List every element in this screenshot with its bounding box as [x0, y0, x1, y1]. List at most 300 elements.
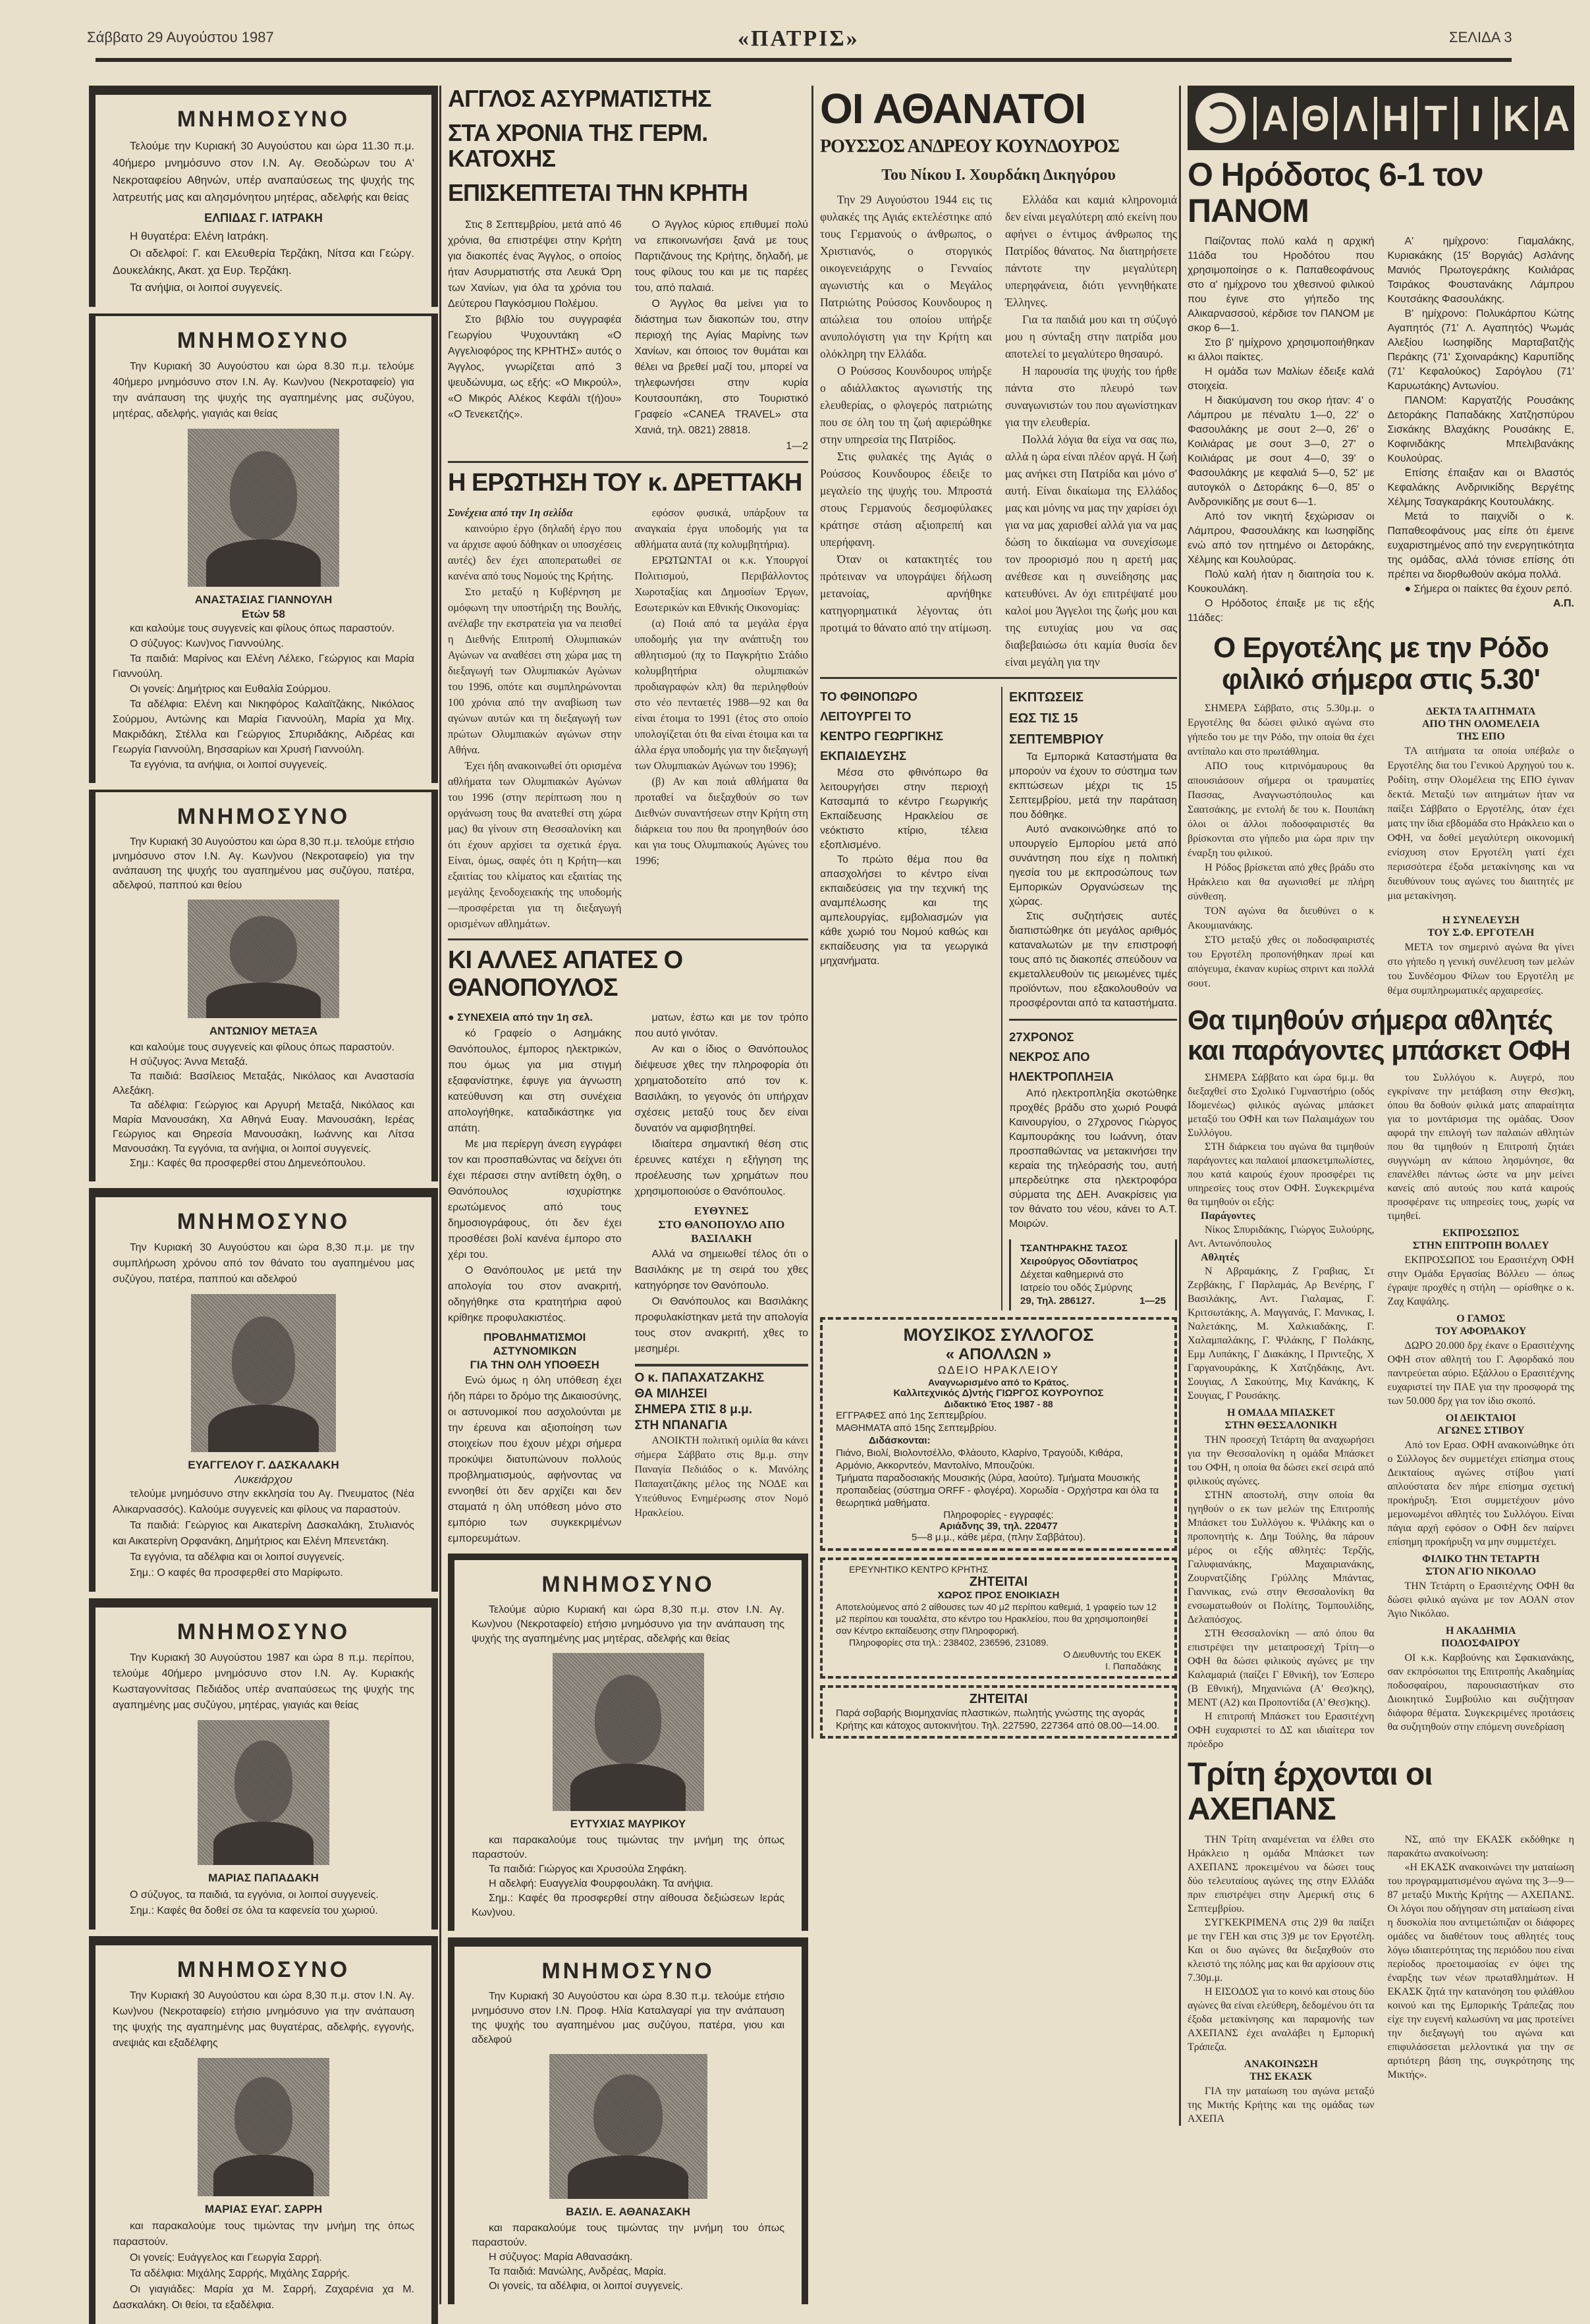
ad-subtitle: ΧΩΡΟΣ ΠΡΟΣ ΕΝΟΙΚΙΑΣΗ — [937, 1590, 1060, 1602]
article-angelos — [448, 86, 808, 454]
portrait-photo — [191, 1294, 336, 1452]
paragraph: ● Σήμερα οι παίκτες θα έχουν ρεπό. — [1404, 583, 1573, 595]
heading-line: Ο κ. ΠΑΠΑΧΑΤΖΑΚΗΣ — [634, 1370, 765, 1385]
headline: ΑΓΓΛΟΣ ΑΣΥΡΜΑΤΙΣΤΗΣ — [448, 85, 711, 112]
headline: ΚΙ ΑΛΛΕΣ ΑΠΑΤΕΣ Ο ΘΑΝΟΠΟΥΛΟΣ — [448, 946, 683, 1002]
paragraph: Οι Θανόπουλος και Βασιλάκης προφυλακίστηκαν μετά την απολογία τους στον ανακριτή, χθες το μεσημέρι. — [634, 1295, 808, 1355]
portrait-photo — [198, 2058, 329, 2196]
deceased-name: ΒΑΣΙΛ. Ε. ΑΘΑΝΑΣΑΚΗ — [566, 2205, 690, 2218]
article-ergotelis — [1188, 632, 1574, 998]
article-column — [1188, 1433, 1375, 1751]
paragraph: Τα αδέλφια: Ελένη και Νικηφόρος Καλαϊτζάκης, Νικόλαος Σούρμου, Αντώνης και Μαρία Γιαννούλη, Μαρία χα Μιχ. Μακριδάκη, Στέλλα και Γεώργιος Σπυριδάκης, Αιδρέας και Γεωργία Γιαννούλη, Βησσαρίων και Χρυσή Γιαννούλη. — [113, 699, 414, 755]
article-text — [820, 766, 988, 969]
paragraph: Η θυγατέρα: Ελένη Ιατράκη. — [130, 230, 269, 242]
continuation-note: Συνέχεια από την 1η σελίδα — [448, 506, 573, 520]
ad-name: ΤΣΑΝΤΗΡΑΚΗΣ ΤΑΣΟΣ — [1020, 1243, 1128, 1255]
article-column — [1388, 1833, 1575, 2126]
paragraph: του Συλλόγου κ. Αυγερό, που εγκρίνανε την μετάβαση στην Θεσ)κη, όπου θα δοθούν φιλικά ματς απαραίτητα για το μοντάρισμα της ομάδας. Όσον αφορά την επιλογή των παλαιών αθλητών που θα τιμηθούν η Επιτροπή ζητάει συγγνώμη αν κάποιο λησμόνησε, θα επανέλθει πάντως ώστε να μην μείνει κανείς από αυτούς που κατά καιρούς προσφέρανε τις υπηρεσίες τους, χωρίς να τιμηθεί. — [1387, 1072, 1574, 1222]
paragraph: και καλούμε τους συγγενείς και φίλους όπως παραστούν. — [130, 623, 395, 634]
heading-line: ΕΚΠΡΟΣΩΠΟΣ — [1442, 1228, 1520, 1239]
paragraph: ΔΩΡΟ 20.000 δρχ έκανε ο Ερασιτέχνης ΟΦΗ στον αθλητή του Γ. Αφορδακό που παντρεύεται αύριο. Εξάλλου ο Ερασιτέχνης ευχαριστεί την ΠΑΕ για την προσφορά της των 50.000 δρχ για τον ίδιο σκοπό. — [1387, 1340, 1574, 1407]
heading-line: ΕΚΠΑΙΔΕΥΣΗΣ — [820, 749, 907, 763]
subheading — [448, 1330, 622, 1372]
memorial-notice — [448, 1937, 808, 2304]
subheading — [1188, 2058, 1375, 2083]
paragraph: και παρακαλούμε τους τιμώντας την μνήμη της όπως παραστούν. — [113, 2221, 414, 2248]
heading-line: ΝΕΚΡΟΣ ΑΠΟ — [1009, 1050, 1090, 1064]
column-sports — [1179, 86, 1574, 2126]
paragraph: Όταν οι κατακτητές του πρότειναν να υπογράψει δήλωση μετανοίας, αρνήθηκε κατηγορηματικά λέγοντας ότι προτιμά το θάνατο από την ατίμωση. — [820, 553, 992, 635]
heading-line: ΤΟΥ Σ.Φ. ΕΡΓΟΤΕΛΗ — [1427, 927, 1535, 938]
memorial-text: Την Κυριακή 30 Αυγούστου 1987 και ώρα 8 π.μ. περίπου, τελούμε 40ήμερο μνημόσυνο στον Ι.Ν. Αγ. Κυριακής Κωσταγοννίτσας Πεδιάδος υπέρ αναπαύσεως της ψυχής της αγαπημένης μας συζύγου, μητέρας, γιαγιάς και θείας — [113, 1652, 414, 1711]
banner-letter: Ι — [1454, 97, 1494, 140]
paragraph: ΤΗΝ Τρίτη αναμένεται να έλθει στο Ηράκλειο η ομάδα Μπάσκετ των ΑΧΕΠΑΝΣ προκειμένου να δώσει τους δύο τελευταίους αγώνες της στην Ελλάδα πριν επιστρέψει στην Αμερική στις 6 Σεπτεμβρίου. — [1188, 1833, 1375, 1914]
headline: Τρίτη έρχονται οι ΑΧΕΠΑΝΣ — [1188, 1757, 1433, 1827]
ad-title: « ΑΠΟΛΛΩΝ » — [945, 1345, 1052, 1364]
heading-line: ΣΕΠΤΕΜΒΡΙΟΥ — [1009, 732, 1104, 747]
paragraph: Οι γιαγιάδες: Μαρία χα Μ. Σαρρή, Ζαχαρένια χα Μ. Δασκαλάκη. Οι θείοι, τα εξαδέλφια. — [113, 2284, 414, 2311]
paragraph: Πολύ καλή ήταν η διαιτησία του κ. Κουκουλάκη. — [1188, 569, 1375, 595]
continuation-note: ● ΣΥΝΕΧΕΙΑ από την 1η σελ. — [448, 1012, 593, 1023]
heading-line: 27ΧΡΟΝΟΣ — [1009, 1030, 1074, 1044]
headline: Ο Εργοτέλης με την Ρόδο — [1213, 632, 1549, 664]
article-column — [448, 521, 622, 932]
paragraph: Ο Ηρόδοτος έπαιξε με τις εξής 11άδες: — [1188, 598, 1375, 624]
paragraph: Οι γονείς: Ευάγγελος και Γεωργία Σαρρή. — [130, 2252, 322, 2263]
ad-text: Διδάσκονται: — [869, 1435, 931, 1447]
column-memorials — [89, 86, 438, 2324]
paragraph: Ο Άγγλος κύριος επιθυμεί πολύ να επικοινωνήσει ξανά με τους Παρτιζάνους της Κρήτης, δηλαδή, με τους φίλους του και με τις παρέες του, από παλαιά. — [634, 219, 808, 294]
paragraph: Έχει ήδη ανακοινωθεί ότι ορισμένα αθλήματα των Ολυμπιακών Αγώνων του 1996 (στην περίπτωση που η οργάνωση τους θα ανατεθεί στη χώρα μας) θα γίνουν στη Θεσσαλονίκη και ότι έχουν αρχίσει τα σχετικά έργα. Είναι, όμως, σαφές ότι η Κρήτη—και εξαιτίας του κλίματος και εξαιτίας της μεγάλης ξενοδοχειακής της υποδομής—προσφέρεται για τη διεξαγωγή ορισμένων αθλημάτων. — [448, 759, 622, 931]
headline — [1009, 1027, 1177, 1087]
paragraph: ΑΠΟ τους κιτρινόμαυρους θα απουσιάσουν σήμερα οι τραυματίες Πασσας, Αναγνωστόπουλος και Σαατσάκης, με εντολή δε του κ. Πουπάκη όλοι οι άλλοι ποδοσφαιριστές θα βρίσκονται στο γήπεδο μια ώρα πριν την έναρξη του φιλικού. — [1188, 760, 1375, 859]
deceased-name: ΑΝΤΩΝΙΟΥ ΜΕΤΑΞΑ — [209, 1025, 318, 1037]
paragraph: τελούμε μνημόσυνο στην εκκλησία του Αγ. Πνευματος (Νέα Αλικαρνασσός). Καλούμε συγγενείς και φίλους να παραστούν. — [113, 1488, 414, 1515]
paragraph: Πολλά λόγια θα είχα να σας πω, αλλά η ώρα είναι πλέον αργά. Η ζωή μας ανήκει στη Πατρίδα και μόνο σ' αυτή. Είναι δικαίωμα της Ελλάδος μας και μόνης να μας την χαρίσει όχι για να μας χαρισθεί αλλά για να μας δώση το δικαίωμα να συνεχίσωμε τον προορισμό που η αρετή μας ανέθεσε και η συνείδησης μας κατευθύνει. Αν όχι επιτρέψατέ μου καλοί μου Άγγελοι της ζωής μου και της ευτυχίας μου να σας διαβεβαιώσω ότι καμία θυσία δεν είναι μεγάλη για την — [1005, 433, 1177, 669]
ad-title: ΖΗΤΕΙΤΑΙ — [969, 1692, 1028, 1707]
heading-line: ΗΛΕΚΤΡΟΠΛΗΞΙΑ — [1009, 1069, 1114, 1084]
paragraph: (β) Αν και ποιά αθλήματα θα προταθεί να διεξαχθούν σο των Διεθνών συναντήσεων στην Κρήτη στη διάρκεια του που θα προηγηθούν όσο και για τους Ολυμπιακούς Αγώνες του 1996; — [634, 775, 808, 867]
article-column — [1388, 234, 1575, 597]
memorial-notice — [89, 1936, 438, 2324]
paragraph: ΣΤΟ μεταξύ χθες οι ποδοσφαιριστές του Εργοτέλη προπονήθηκαν πρωί και απόγευμα, έκαναν κυρίως σπριντ και πολλά σουτ. — [1188, 934, 1375, 989]
subheading: Αθλητές — [1201, 1252, 1239, 1264]
paragraph: Η Ρόδος βρίσκεται από χθες βράδυ στο Ηράκλειο και θα αγωνισθεί με πλήρη σύνθεση. — [1188, 861, 1375, 902]
subheading — [1388, 1227, 1575, 1252]
memorial-family — [113, 1486, 414, 1581]
memorial-notice — [448, 1554, 808, 1931]
memorial-text: Τελούμε αύριο Κυριακή και ώρα 8,30 π.μ. στον Ι.Ν. Αγ. Κων)νου (Νεκροταφείο) ετήσιο μνημόσυνο για την ανάπαυση της ψυχής της αγαπημένης μας μητέρας, αδελφής και θείας — [472, 1604, 784, 1644]
paragraph: Ενώ όμως η όλη υπόθεση έχει ήδη πάρει το δρόμο της Δικαιοσύνης, οι αστυνομικοί που ασχολούνται με την έρευνα και αξιοποίηση των στοιχείων που έχουν μέχρι σήμερα προκύψει διατυπώνουν πολλούς προβληματισμούς, αφήνοντας να εννοηθεί ότι δεν αρχίζει και δεν σταματά η όλη υπόθεση μόνο στο εμπόριο των συγκεκριμένων εμπορευμάτων. — [448, 1374, 622, 1544]
article-text: ΜΕΤΑ τον σημερινό αγώνα θα γίνει στο γήπεδο η γενική συνέλευση των μελών του Συνδέσμου Φίλων του Εργοτέλη με θέμα συμπληρωματικές αρχαιρεσίες. — [1387, 941, 1574, 996]
paragraph: Στο βιβλίο του συγγραφέα Γεωργίου Ψυχουντάκη «Ο Αγγελιοφόρος της ΚΡΗΤΗΣ» αυτός ο Άγγλος, γνωρίζεται από 3 ψευδώνυμα, ως εξής: «Ο Μικρούλ», «Ο Μικρός Αλέκος Κεφάλι τ(ή)ου» «Ο Τενεκετζής». — [448, 314, 622, 421]
paragraph: Σημ.: Καφές θα προσφερθεί στην αίθουσα δεξιώσεων Ιεράς Κων)νου. — [472, 1892, 784, 1918]
paragraph: Σημ.: Καφές θα προσφερθεί στου Δημενεόπουλου. — [130, 1158, 366, 1169]
memorial-notice — [89, 86, 438, 307]
paragraph: Στις 8 Σεπτεμβρίου, μετά από 46 χρόνια, θα επιστρέψει στην Κρήτη για διακοπές ένας Άγγλος, ο οποίος ήταν Ασυρματιστής στα Λευκά Όρη των Χανίων, για όλα τα χρόνια του Δεύτερου Παγκόσμιου Πολέμου. — [448, 219, 622, 310]
paragraph: Σημ.: Καφές θα δοθεί σε όλα τα καφενεία του χωριού. — [130, 1905, 378, 1916]
paragraph: Με μια περίεργη άνεση εγγράφει τον και προσπαθώντας να δείχνει ότι έχει πέρασει στην αντίθετη όχθη, ο Θανόπουλος ισχυρίστηκε ερωτώμενος από τους δημοσιογράφους, ότι δεν έχει προσθέσει βολί κανένα έμπορο στο χέρι του. — [448, 1138, 622, 1260]
author-initials: Α.Π. — [1553, 598, 1574, 609]
paragraph: (α) Ποιά από τα μεγάλα έργα υποδομής για την ανάπτυξη του αθλητισμού (πχ το Παγκρήτιο Στάδιο κολυμβητήρια ολυμπιακών προδιαγραφών κλπ) θα περιληφθούν στο νέο πενταετές 1988—92 και θα είναι έτοιμα το 1991 (έτος στο οποίο υπολογίζεται ότι θα είναι έτοιμα και τα άλλα έργα υποδομής για την διεξαγωγή των Ολυμπιακών Αγώνων του 1996); — [634, 617, 808, 772]
article-text: ΓΙΑ την ματαίωση του αγώνα μεταξύ της Μικτής Κρήτης και της ομάδας των ΑΧΕΠΑ — [1188, 2085, 1375, 2124]
paragraph: Η σύζυγος: Μαρία Αθανασάκη. — [489, 2251, 633, 2263]
paragraph: Ο σύζυγος: Κων)νος Γιαννούλης. — [130, 638, 284, 649]
subheading — [1388, 1625, 1575, 1650]
ad-text: Δέχεται καθημερινά στο — [1020, 1269, 1124, 1281]
ad-text: Καλλιτεχνικός Δ)ντής ΓΙΩΡΓΟΣ ΚΟΥΡΟΥΠΟΣ — [893, 1388, 1104, 1399]
paragraph: Στο β' ημίχρονο χρησιμοποιήθηκαν κι άλλοι παίκτες. — [1188, 337, 1375, 363]
paragraph: Τα αδέλφια: Μιχάλης Σαρρής, Μιχάλης Σαρρής. — [130, 2268, 350, 2279]
paragraph: Τα εγγόνια, τα αδέλφια και οι λοιποί συγγενείς. — [130, 1552, 345, 1563]
paragraph: καινούριο έργο (δηλαδή έργο που να άρχισε αφού δόθηκαν οι υποσχέσεις αυτές) δεν έχει αποπερατωθεί σε κανένα από τους Νομούς της Κρήτης. — [448, 522, 622, 583]
banner-letter: Θ — [1294, 97, 1334, 140]
paragraph: Η παρουσία της ψυχής του ήρθε πάντα στο πλευρό των συναγωνιστών του που αγωνίστηκαν για την ελευθερία. — [1005, 364, 1177, 429]
memorial-text: Την Κυριακή 30 Αυγούστου και ώρα 8,30 π.μ. με την συμπλήρωση χρόνου από τον θάνατο του αγαπημένου μας συζύγου, πατέρα, παππού και αδελφού — [113, 1242, 414, 1285]
heading-line: ΠΟΔΟΣΦΑΙΡΟΥ — [1441, 1638, 1521, 1650]
paragraph: Τα Εμπορικά Καταστήματα θα μπορούν να έχουν το σύστημα των εκπτώσεων μέχρι τις 15 Σεπτεμβρίου, μετά την παράταση που δόθηκε. — [1009, 751, 1177, 821]
memorial-title: ΜΝΗΜΟΣΥΝΟ — [177, 328, 350, 353]
paragraph: Επίσης έπαιξαν και οι Βλαστός Κεφαλάκης Ανδρινικίδης Βεργέτης Χέλμης Τσαγκαράκης Κουτουλάκης. — [1387, 468, 1574, 508]
heading-line: ΠΡΟΒΛΗΜΑΤΙΣΜΟΙ — [483, 1330, 586, 1343]
issue-date: Σάββατο 29 Αυγούστου 1987 — [87, 29, 274, 45]
article-drettakis — [448, 461, 808, 932]
ad-text: Αναγνωρισμένο από το Κράτος. — [928, 1377, 1069, 1388]
deceased-name: ΜΑΡΙΑΣ ΠΑΠΑΔΑΚΗ — [208, 1872, 319, 1884]
ad-signature: Ι. Παπαδάκης — [1105, 1661, 1161, 1672]
deceased-name: ΑΝΑΣΤΑΣΙΑΣ ΓΙΑΝΝΟΥΛΗ — [194, 593, 333, 606]
paragraph: Αλλά να σημειωθεί τέλος ότι ο Βασιλάκης με τη σειρά του χθες κατηγόρησε τον Θανόπουλο. — [634, 1248, 808, 1291]
paragraph: ΕΡΩΤΩΝΤΑΙ οι κ.κ. Υπουργοί Πολιτισμού, Περιβάλλοντος Χωροταξίας και Δημοσίων Έργων, Εσωτερικών και Εθνικής Οικονομίας: — [634, 554, 808, 614]
heading-line: ΓΙΑ ΤΗΝ ΟΛΗ ΥΠΟΘΕΣΗ — [470, 1358, 599, 1371]
short-news-row — [820, 677, 1177, 1311]
article-text — [1009, 750, 1177, 1011]
heading-line: ΕΚΠΤΩΣΕΙΣ — [1009, 690, 1084, 705]
ad-hours: 5—8 μ.μ., κάθε μέρα, (πλην Σαββάτου). — [911, 1532, 1085, 1544]
heading-line: ΣΗΜΕΡΑ ΣΤΙΣ 8 μ.μ. — [634, 1402, 753, 1417]
memorial-notice — [89, 790, 438, 1181]
article-athanatoi — [820, 86, 1177, 670]
article-text: Νίκος Σπυριδάκης, Γιώργος Ξυλούρης, Αντ. Αντωνόπουλος — [1188, 1224, 1375, 1250]
paragraph: Στο μεταξύ η Κυβέρνηση με ομόφωνη την υποστήριξη της Βουλής, ανέλαβε την εκστρατεία για να πεισθεί η Διεθνής Επιτροπή Ολυμπιακών Αγώνων να αναθέσει στη χώρα μας τη διεξαγωγή των Ολυμπιακών Αγώνων του 1996, οπότε και συμπληρώνονται 100 χρόνια από την αναβίωση των αγώνων αυτών και τη διεξαγωγή των πρώτων Ολυμπιακών αγώνων στην Αθήνα. — [448, 585, 622, 757]
paragraph: ΤΟΝ αγώνα θα διευθύνει ο κ Ακουμιανάκης. — [1188, 905, 1375, 931]
article-column — [1005, 191, 1177, 670]
paragraph: ΣΗΜΕΡΑ Σάββατο και ώρα 6μ.μ. θα διεξαχθεί στο Σχολικό Γυμναστήριο (οδός Ιδομενέως) φιλικός αγώνας μπάσκετ μεταξύ του ΟΦΗ και των Παλαιμάχων του Συλλόγου. — [1188, 1072, 1375, 1139]
deceased-name: ΜΑΡΙΑΣ ΕΥΑΓ. ΣΑΡΡΗ — [204, 2203, 323, 2215]
paragraph: Για τα παιδιά μου και τη σύζυγό μου η σύνταξη στην πατρίδα μου αποτελεί το μεγαλύτερο θησαυρό. — [1005, 313, 1177, 361]
headline — [820, 687, 988, 766]
headline: Η ΕΡΩΤΗΣΗ ΤΟΥ κ. ΔΡΕΤΤΑΚΗ — [448, 469, 802, 497]
headline — [1009, 687, 1177, 750]
banner-letter: Λ — [1334, 97, 1374, 140]
newspaper-masthead: «ΠΑΤΡΙΣ» — [738, 26, 860, 51]
ad-text: Πιάνο, Βιολί, Βιολοντσέλλο, Φλάουτο, Κλαρίνο, Τραγούδι, Κιθάρα, Αρμόνιο, Ακκορντεόν, Μαντολίνο, Μπουζούκι. — [836, 1447, 1123, 1472]
article-herodotos — [1188, 157, 1574, 626]
memorial-text: Την Κυριακή 30 Αυγούστου και ώρα 8,30 π.μ. τελούμε ετήσιο μνημόσυνο στον Ι.Ν. Αγ. Κων)νου (Νεκροταφείο) για την ανάπαυση της ψυχής του αγαπημένου μας συζύγου, πατέρα, αδελφού, παππού και θείου — [113, 836, 414, 891]
ad-code: 1—2 — [786, 441, 808, 452]
paragraph: Την 29 Αυγούστου 1944 εις τις φυλακές της Αγιάς εκτελέστηκε από τους Γερμανούς ο άνθρωπος, ο Χριστιανός, ο στοργικός οικογενειάρχης ο Γενναίος αγωνιστής και ο Μεγάλος Πατριώτης Ρούσσος Κουνδουρος η απώλεια του οποίου υπήρξε ανυπολόγιστη για την Κρήτη και ολόκληρη την Ελλάδα. — [820, 193, 992, 361]
headline: και παράγοντες μπάσκετ ΟΦΗ — [1188, 1034, 1570, 1066]
portrait-photo — [198, 1720, 329, 1865]
article-axepans — [1188, 1758, 1574, 2126]
apollon-ad — [820, 1317, 1177, 1551]
paragraph: ΣΥΓΚΕΚΡΙΜΕΝΑ στις 2)9 θα παίξει με την ΓΕΗ και στις 3)9 με τον Εργοτέλη. Και οι δυο αγώνες θα διεξαχθούν στο κλειστό της πόλης μας και θα αρχίσουν στις 7.30μ.μ. — [1188, 1916, 1375, 1984]
paragraph: Τα ανήψια, οι λοιποί συγγενείς. — [130, 281, 283, 294]
paragraph: Μέσα στο φθινόπωρο θα λειτουργήσει στην περιοχή Κατσαμπά το κέντρο Γεωργικής Εκπαίδευσης Ηρακλείου σε νεόκτιστο κτίριο, τέλεια εξοπλισμένο. — [820, 767, 988, 851]
ad-role: Χειρούργος Οδοντίατρος — [1020, 1256, 1138, 1268]
heading-line: ΣΤΟΝ ΑΓΙΟ ΝΙΚΟΛΑΟ — [1425, 1566, 1537, 1578]
banner-letter: Α — [1535, 97, 1574, 140]
memorial-text: Την Κυριακή 30 Αυγούστου και ώρα 8,30 π.μ. στον Ι.Ν. Αγ. Κων)νου (Νεκροταφείο) ετήσιο μνημόσυνο για την ανάπαυση της ψυχής της αγαπημένης μας θυγατέρας, αδελφής, εγγονής, ανεψιάς και εξαδέλφης — [113, 1990, 414, 2049]
paragraph: ΤΗΝ προσεχή Τετάρτη θα αναχωρήσει για την Θεσσαλονίκη η ομάδα Μπάσκετ του ΟΦΗ, η οποία θα δώσει εκεί σειρά από φιλικούς αγώνες. — [1188, 1434, 1375, 1488]
article-column — [1188, 234, 1375, 626]
headline: ΕΠΙΣΚΕΠΤΕΤΑΙ ΤΗΝ ΚΡΗΤΗ — [448, 178, 748, 206]
ad-text: Ιατρείο του οδός Σμύρνης — [1020, 1282, 1133, 1294]
ad-org: ΕΡΕΥΝΗΤΙΚΟ ΚΕΝΤΡΟ ΚΡΗΤΗΣ — [849, 1564, 989, 1575]
paragraph: και καλούμε τους συγγενείς και φίλους όπως παραστούν. — [130, 1042, 395, 1053]
memorial-text: Την Κυριακή 30 Αυγούστου και ώρα 8.30 π.μ. τελούμε 40ήμερο μνημόσυνο στον Ι.Ν. Αγ. Κων)νου (Νεκροταφείο) για την ανάπαυση της ψυχής της αγαπημένης μας συζύγου, μητέρας, αδελφής, γιαγιάς και θείας — [113, 361, 414, 419]
heading-line: ΕΩΣ ΤΙΣ 15 — [1009, 711, 1078, 726]
column-news — [439, 86, 808, 2304]
subheading — [1388, 1553, 1575, 1578]
headline: Θα τιμηθούν σήμερα αθλητές — [1188, 1004, 1553, 1035]
paragraph: Τα παιδιά: Μανώλης, Ανδρέας, Μαρία. — [489, 2265, 667, 2277]
job-ad — [820, 1685, 1177, 1739]
article-nekros — [1009, 1019, 1177, 1231]
subheadline: ΡΟΥΣΣΟΣ ΑΝΔΡΕΟΥ ΚΟΥΝΔΟΥΡΟΣ — [820, 136, 1120, 157]
paragraph: Ο Άγγλος θα μείνει για το διάστημα των διακοπών του, στην περιοχή της Αγίας Μαρίνης των Χανίων, και όποιος τον θυμάται και θέλει να βρεθεί μαζί του, μπορεί να τηλεφωνήσει στην κυρία Κουτσουπάκη, στο Τουριστικό Γραφείο «CANEA TRAVEL» στα Χανιά, τηλ. 0821) 28818. — [634, 298, 808, 437]
ad-address: Αριάδνης 39, τηλ. 220477 — [939, 1521, 1058, 1532]
article-text: Από ηλεκτροπληξία σκοτώθηκε προχθές βράδυ στο χωριό Ρουφά Καινουργίου, ο 27χρονος Γιώργος Καμπουράκης του Ιωάννη, όταν προσπαθώντας να μετακινήσει την κεραία της τηλεόρασής του, αυτή μπερδεύτηκε στα ηλεκτροφόρα σύρματα της ΔΕΗ. Ανακρίσεις για τον θάνατο του νέου, κάνει το Α.Τ. Μοιρών. — [1009, 1088, 1177, 1230]
headline — [635, 1370, 809, 1434]
heading-line: ΑΓΩΝΕΣ ΣΤΙΒΟΥ — [1437, 1425, 1525, 1437]
paragraph: ΣΤΗ διάρκεια του αγώνα θα τιμηθούν παράγοντες και παλαιοί μπασκετμπωλίστες, που κατά καιρούς έχουν προσφέρει τις υπηρεσίες τους στον ΟΦΗ. Συγκεκριμένα θα τιμηθούν οι εξής: — [1188, 1141, 1375, 1208]
article-column — [448, 1373, 622, 1547]
memorial-title: ΜΝΗΜΟΣΥΝΟ — [177, 804, 350, 829]
page-number: ΣΕΛΙΔΑ 3 — [1449, 29, 1512, 45]
ad-text: Διδακτικό Έτος 1987 - 88 — [944, 1399, 1053, 1410]
heading-line: Η ΟΜΑΔΑ ΜΠΑΣΚΕΤ — [1226, 1407, 1335, 1419]
paragraph: Ο Θανόπουλος με μετά την απολογία του στον ανακριτή, οδηγήθηκε στα κρατητήρια αφού κρίθηκε προφυλακιστέος. — [448, 1264, 622, 1324]
article-column — [448, 217, 622, 454]
portrait-photo — [553, 1653, 704, 1811]
article-column — [635, 217, 809, 439]
paragraph: Τα παιδιά: Γεώργιος και Αικατερίνη Δασκαλάκη, Στυλιανός και Αικατερίνη Ορφανάκη, Δημήτριος και Ελένη Μπενετάκη. — [113, 1520, 414, 1547]
column-features — [811, 86, 1177, 1739]
article-papachatzakis — [635, 1364, 809, 1521]
article-ekptoseis — [1009, 687, 1177, 1011]
paragraph: Τα παιδιά: Βασίλειος Μεταξάς, Νικόλαος και Αναστασία Αλεξάκη. — [113, 1071, 414, 1096]
header-rule — [96, 58, 1512, 62]
paragraph: Αυτό ανακοινώθηκε από το υπουργείο Εμπορίου μετά από συνάντηση που είχε η πολιτική ηγεσία του με εκπροσώπους των Εμπορικών Οργανώσεων της χώρας. — [1009, 824, 1177, 908]
memorial-title: ΜΝΗΜΟΣΥΝΟ — [541, 1571, 715, 1597]
paragraph: Ελλάδα και καμιά κληρονομιά δεν είναι μεγαλύτερη από εκείνη που αφήνει ο έντιμος άνθρωπος της Πατρίδος θάνατος. Να διατηρήσετε πάντοτε την μεγαλύτερη υπερηφάνεια, διότι γεννηθήκατε Έλληνες. — [1005, 193, 1177, 310]
deceased-age: Ετών 58 — [242, 608, 285, 620]
article-column — [1388, 1071, 1575, 1223]
paragraph: κό Γραφείο ο Ασημάκης Θανόπουλος, έμπορος ηλεκτρικών, που όμως για μια στιγμή εξαφανίστηκε, έφυγε για άγνωστη κατεύθυνση και στη συνέχεια απολογήθηκε, καταδικάστηκε για απάτη. — [448, 1027, 622, 1134]
sports-section-banner — [1188, 86, 1574, 150]
paragraph: Μετά το παιχνίδι ο κ. Παπαθεοφάνους μας είπε ότι έμεινε ευχαριστημένος από την ενεργητικότητα της ομάδας, αλλά τόνισε επίσης ότι πρέπει να διορθωθούν ακόμα πολλά. — [1387, 511, 1574, 580]
heading-line: ΚΕΝΤΡΟ ΓΕΩΡΓΙΚΗΣ — [820, 729, 943, 743]
heading-line: ΦΙΛΙΚΟ ΤΗΝ ΤΕΤΑΡΤΗ — [1422, 1554, 1540, 1565]
paragraph: Α' ημίχρονο: Γιαμαλάκης, Κυριακάκης (15' Βοργιάς) Ασλάνης Μανιός Πρωτογεράκης Κοιλιάρας Τσιράκος Φουστανάκης Λάμπρου Κουτσάκης Φασουλάκης. — [1387, 236, 1574, 305]
article-fthinoporo — [820, 687, 988, 1311]
heading-line: ΔΕΚΤΑ ΤΑ ΑΙΤΗΜΑΤΑ — [1426, 705, 1536, 717]
memorial-family — [113, 1040, 414, 1171]
heading-line: ΤΗΣ ΕΚΑΣΚ — [1249, 2070, 1313, 2082]
paragraph: Το πρώτο θέμα που θα απασχολήσει το κέντρο είναι εκπαιδεύσεις για την τεχνική της αναμπέλωσης και της αμπελουργίας, εμβολιασμών για κάθε χωριό του Νομού καθώς και εκπαίδευσης για τα γεωργικά μηχανήματα. — [820, 854, 988, 967]
paragraph: και παρακαλούμε τους τιμώντας την μνήμη του όπως παραστούν. — [472, 2222, 784, 2248]
portrait-photo — [188, 429, 339, 587]
memorial-notice — [89, 313, 438, 783]
headline: ΣΤΑ ΧΡΟΝΙΑ ΤΗΣ ΓΕΡΜ. ΚΑΤΟΧΗΣ — [448, 119, 708, 173]
banner-letter: Κ — [1494, 97, 1535, 140]
paragraph: ΣΗΜΕΡΑ Σάββατο, στις 5.30μ.μ. ο Εργοτέλης θα δώσει φιλικό αγώνα στο γήπεδο του με την Ρόδο, την οποία θα έχει αντίπαλο και στο πρωτάθλημα. — [1188, 702, 1375, 757]
subheading — [1388, 1312, 1575, 1338]
paragraph: Ιδιαίτερα σημαντική θέση στις έρευνες κατέχει η εξήγηση της προέλευσης των χρημάτων που χρησιμοποιούσε ο Θανόπουλος. — [634, 1138, 808, 1197]
headline: ΟΙ ΑΘΑΝΑΤΟΙ — [820, 85, 1086, 132]
subheading — [635, 1204, 809, 1245]
banner-letter: Τ — [1414, 97, 1454, 140]
banner-letter: Α — [1253, 97, 1294, 140]
ad-phones: Πληροφορίες στα τηλ.: 238402, 236596, 231089. — [849, 1637, 1049, 1648]
memorial-title: ΜΝΗΜΟΣΥΝΟ — [177, 1619, 350, 1644]
paragraph: ΣΤΗΝ αποστολή, στην οποία θα ηγηθούν ο εκ των μελών της Επιτροπής Μπάσκετ του Συλλόγου κ. Ψιλάκης και ο προπονητής κ. Δημ Τούλης, θα πάρουν μέρος οι εξής αθλητές: Τερζής, Γαλυφιανάκης, Μαχαιριανάκης, Ζουρνατζίδης Γρύλλης Μπάντας, Γιαννικας, ενώ στην Θεσσαλονίκη θα ενσωματωθούν οι Πολίτης, Τομπουλίδης, Δελαπόσχος. — [1188, 1490, 1375, 1626]
memorial-title: ΜΝΗΜΟΣΥΝΟ — [541, 1958, 715, 1984]
paragraph: «Η ΕΚΑΣΚ ανακοινώνει την ματαίωση του προγραμματισμένου αγώνα της 3—9—87 μεταξύ Μικτής Κρήτης — ΑΧΕΠΑΝΣ. Οι λόγοι που οδήγησαν στη ματαίωση είναι η δυσκολία που αντιμετώπιζαν οι διάφορες ομάδες να διαθέτουν τους αθλητές τους λόγω ιδιαιτερότητας της περιόδου που είναι περίοδος προετοιμασίας εν όψει της έναρξης των νέων πρωταθλημάτων. Η ΕΚΑΣΚ ζητά την κατανόηση του φιλάθλου κοινού και της Εμπορικής Τράπεζας που είχε την ευγενή καλωσύνη να μας προτείνει την διεξαγωγή του αγώνα και επιφυλάσσεται μελλοντικά για την σε αρτιότερη βάση της, συγκρότησης της Μικτής». — [1387, 1861, 1574, 2080]
deceased-name: ΕΥΤΥΧΙΑΣ ΜΑΥΡΙΚΟΥ — [570, 1817, 686, 1830]
heading-line: ΟΙ ΔΕΙΚΤΑΙΟΙ — [1445, 1413, 1516, 1424]
deceased-name: ΕΛΠΙΔΑΣ Γ. ΙΑΤΡΑΚΗ — [204, 211, 323, 225]
paragraph: Β' ημίχρονο: Πολυκάρπου Κώτης Αγαπητός (71' Λ. Αγαπητός) Ψωμάς Αλεξίου Ιωσηφίδης Μαρταβατζής Περάκης (71' Σχοιναράκης) Καρυπίδης (71' Κεφαλούκος) Σαρόγλου (71' Καρυωτάκης) Αντωνίου. — [1387, 308, 1574, 392]
ad-text: Πληροφορίες - εγγραφές: — [943, 1509, 1054, 1521]
ad-signature: Ο Διευθυντής του ΕΚΕΚ — [1063, 1649, 1161, 1660]
heading-line: ΣΤΗ ΝΠΑΝΑΓΙΑ — [634, 1418, 728, 1432]
memorial-family — [113, 2219, 414, 2313]
paragraph: Οι γονείς: Δημήτριος και Ευθαλία Σούρμου. — [130, 684, 331, 695]
memorial-notice — [89, 1598, 438, 1930]
article-text: Ν Αβραμάκης, Ζ Γραβιας, Στ Ζερβάκης, Γ Παρλαμάς, Αρ Βενέρης, Γ Βασιλάκης, Αντ. Γιαλαμας, Γ. Κριτσωτάκης, Α. Μαγγανάς, Γ. Μανικας, Ι. Ναλετάκης, Μ. Χαλκιαδάκης, Γ. Χαλαμπαλάκης, Γ. Ψιλάκης, Γ Πολάκης, Εμμ Λυπάκης, Γ Διακάκης, Ι Πριντεζης, Χ Γαργανουράκης, Κ Χατζηδάκης, Αντ. Σουγιας, Λ Σακούτης, Μιχ Κανάκης, Κ Σουγιας, Γ Ρουσάκης. — [1188, 1266, 1375, 1402]
sports-briefs — [1388, 1227, 1575, 1734]
ad-title: ΖΗΤΕΙΤΑΙ — [969, 1575, 1028, 1590]
subheading — [1188, 1407, 1375, 1432]
subheading — [1388, 914, 1575, 939]
paragraph: Σημ.: Ο καφές θα προσφερθεί στο Μαρίφωτο. — [130, 1567, 343, 1579]
heading-line: Η ΑΚΑΔΗΜΙΑ — [1446, 1625, 1516, 1637]
deceased-title: Λυκειάρχου — [234, 1473, 292, 1486]
paragraph: Τα παιδιά: Γιώργος και Χρυσούλα Σηφάκη. — [489, 1863, 687, 1875]
ad-text: Αποτελούμενος από 2 αίθουσες των 40 μ2 περίπου καθεμιά, 1 γραφείο των 12 μ2 περίπου και τουαλέτα, στο κέντρο του Ηρακλείου, που θα χρησιμοποιηθεί σαν Κέντρο εκπαίδευσης στην Πληροφορική. — [836, 1602, 1157, 1636]
paragraph: Αν και ο ίδιος ο Θανόπουλος διέψευσε χθες την πληροφορία ότι χρηματοδοτείτο από τον κ. Βασιλάκη, το γεγονός ότι υπήρχαν σχέσεις μεταξύ τους δεν είναι δυνατόν να αμφισβητηθεί. — [634, 1043, 808, 1134]
paragraph: Παίζοντας πολύ καλά η αρχική 11άδα του Ηροδότου που χρησιμοποίησε ο κ. Παπαθεοφάνους στο α' ημίχρονο του χθεσινού φιλικού που έγινε στο γήπεδο της Αλικαρνασσού, κέρδισε τον ΠΑΝΟΜ με σκορ 6—1. — [1188, 236, 1375, 334]
paragraph: Τα αδέλφια: Γεώργιος και Αργυρή Μεταξά, Νικόλαος και Μαρία Μανουσάκη, Χα Αθηνά Ευαγ. Μανουσάκη, Ιερέας Γεώργιος και Θηρεσία Μανουσάκη, Ιωάννης και Λίτσα Μανουσάκη. Τα εγγόνια, τα ανήψια, οι λοιποί συγγενείς. — [113, 1100, 414, 1154]
ad-subtitle: ΩΔΕΙΟ ΗΡΑΚΛΕΙΟΥ — [937, 1364, 1060, 1377]
paragraph: Η διακύμανση του σκορ ήταν: 4' ο Λάμπρου με πέναλτυ 1—0, 22' ο Φασουλάκης με σουτ 2—0, 26' ο Κοιλιάρας με σουτ 3—0, 27' ο Κοιλιάρας με σουτ 4—0, 39' ο Φασουλάκης με κεφαλιά 5—0, 52' με αυτογκόλ ο Δετοράκης 6—0, 85' ο Ανδρονικίδης με σουτ 6—1. — [1188, 395, 1375, 508]
article-column — [635, 505, 809, 932]
headline: Ο Ηρόδοτος 6-1 τον ΠΑΝΟΜ — [1188, 156, 1483, 229]
heading-line: ΒΑΣΙΛΑΚΗ — [691, 1231, 752, 1245]
paragraph: Η σύζυγος: Άννα Μεταξά. — [130, 1056, 248, 1067]
article-text: ΤΑ αιτήματα τα οποία υπέβαλε ο Εργοτέλης δια του Γενικού Αρχηγού του κ. Ροδίτη, στην Ολομέλεια της ΕΠΟ έγιναν δεκτά. Μεταξύ των αιτημάτων ήταν να παίξει Σάββατο ο Εργοτέλης, όταν έχει ματς την ίδια εβδομάδα στο Ηράκλειο και ο ΟΦΗ, να δοθεί μεγαλύτερη οικονομική ενίσχυση στον Εργοτέλη γιατί έχει περισσότερα έξοδα μετακίνησης και να διευθύνουν τους αγώνες του διαιτητές με μια μετακίνηση. — [1387, 745, 1574, 902]
paragraph: Ο Ρούσσος Κουνδουρος υπήρξε ο αδιάλλακτος αγωνιστής της ελευθερίας, ο φλογερός πατριώτης που σε όλη του τη ζωή αφιερώθηκε στην υπηρεσία της Πατρίδος. — [820, 364, 992, 446]
paragraph: Οι αδελφοί: Γ. και Ελευθερία Τερζάκη, Νίτσα και Γεώργ. Δουκελάκης, Ακατ. χα Ευρ. Τερζάκη. — [113, 247, 414, 277]
memorial-title: ΜΝΗΜΟΣΥΝΟ — [177, 107, 350, 132]
paragraph: και παρακαλούμε τους τιμώντας την μνήμη της όπως παραστούν. — [472, 1834, 784, 1860]
paragraph: ΝΣ, από την ΕΚΑΣΚ εκδόθηκε η παρακάτω ανακοίνωση: — [1387, 1833, 1574, 1859]
ad-text: Παρά σοβαρής Βιομηχανίας πλαστικών, πωλητής γνώστης της αγοράς Κρήτης και κάτοχος αυτοκινήτου. Τηλ. 227590, 227364 από 08.00—14.00. — [836, 1708, 1160, 1732]
article-text: ΑΝΟΙΚΤΗ πολιτική ομιλία θα κάνει σήμερα Σάββατο στις 8μ.μ. στην Παναγία Πεδιάδος ο κ. Μανόλης Παπαχατζάκης μέλος της ΝΟΔΕ και Υπεύθυνος Ενημέρωσης στον Νομό Ηρακλείου. — [634, 1434, 808, 1519]
deceased-name: ΕΥΑΓΓΕΛΟΥ Γ. ΔΑΣΚΑΛΑΚΗ — [188, 1459, 339, 1471]
ad-phone: 29, Τηλ. 286127. — [1020, 1295, 1095, 1307]
heading-line: ΤΗΣ ΕΠΟ — [1456, 730, 1505, 742]
section-title — [1253, 97, 1574, 140]
headline: φιλικό σήμερα στις 5.30' — [1221, 663, 1540, 696]
portrait-photo — [188, 900, 339, 1018]
paragraph: ΣΤΗ Θεσσαλονίκη — από όπου θα επιστρέψει την μεταπροσεχή Τρίτη—ο ΟΦΗ θα δώσει φιλικούς αγώνες με την Καλαμαριά (παίζει Γ Εθνική), τον Έσπερο (Β Εθνική), Μηχανιώνα (Α' Θεσ)κης), ΜΕΝΤ (Α2) και Προποντίδα (Α' Θεσ)κης). — [1188, 1628, 1375, 1709]
heading-line: Ο ΓΑΜΟΣ — [1456, 1313, 1506, 1325]
paragraph: Τα παιδιά: Μαρίνος και Ελένη Λέλεκο, Γεώργιος και Μαρία Γιαννούλη. — [113, 653, 414, 680]
heading-line: ΕΥΘΥΝΕΣ — [694, 1204, 749, 1217]
article-column — [820, 191, 992, 670]
ad-text: ΕΓΓΡΑΦΕΣ από 1ης Σεπτεμβρίου. — [836, 1410, 987, 1422]
ad-title: ΜΟΥΣΙΚΟΣ ΣΥΛΛΟΓΟΣ — [903, 1325, 1094, 1345]
heading-line: ΑΝΑΚΟΙΝΩΣΗ — [1244, 2058, 1318, 2070]
heading-line: ΣΤΟ ΘΑΝΟΠΟΥΛΟ ΑΠΟ — [658, 1218, 785, 1231]
article-thanopoulos — [448, 938, 808, 1547]
paragraph: Τα εγγόνια, τα ανήψια, οι λοιποί συγγενείς. — [130, 759, 327, 770]
heading-line: ΣΤΗΝ ΕΠΙΤΡΟΠΗ ΒΟΛΛΕΥ — [1412, 1240, 1549, 1252]
paragraph: Στις συζητήσεις αυτές διαπιστώθηκε ότι μεγάλος αριθμός καταναλωτών με την επιστροφή τους από τις διακοπές σπεύδουν να εκμεταλλευθούν τις μειωμένες τιμές προϊόντων, που εξακολουθούν να προσφέρονται από τα καταστήματα. — [1009, 911, 1177, 1010]
memorial-title: ΜΝΗΜΟΣΥΝΟ — [177, 1209, 350, 1234]
article-column — [635, 1247, 809, 1357]
memorial-family — [113, 621, 414, 772]
article-ofh-basket — [1188, 1005, 1574, 1751]
subheading: Παράγοντες — [1201, 1210, 1255, 1222]
paragraph: Η επιτροπή Μπάσκετ του Ερασιτέχνη ΟΦΗ ευχαριστεί το ΔΣ και ιδιαίτερα τον πρόεδρο — [1188, 1711, 1375, 1750]
memorial-title: ΜΝΗΜΟΣΥΝΟ — [177, 1957, 350, 1982]
paragraph: ματων, έστω και με τον τρόπο που αυτό γινόταν. — [634, 1012, 808, 1039]
heading-line: ΘΑ ΜΙΛΗΣΕΙ — [634, 1386, 707, 1401]
heading-line: ΑΠΟ ΤΗΝ ΟΛΟΜΕΛΕΙΑ — [1421, 718, 1540, 730]
paragraph: ΕΚΠΡΟΣΩΠΟΣ του Ερασιτέχνη ΟΦΗ στην Ομάδα Εργασίας Βόλλευ — όπως έγραψε προχθές η στήλη — ορίσθηκε ο κ. Ζαχ Καψάλης. — [1387, 1255, 1574, 1308]
paragraph: Η ομάδα των Μαλίων έδειξε καλά στοιχεία. — [1188, 366, 1375, 392]
subheading — [1388, 1412, 1575, 1437]
paragraph: εφόσον φυσικά, υπάρξουν τα αναγκαία έργα υποδομής για τα αθλήματα αυτά (πχ κολυμβητήρια). — [634, 506, 808, 551]
paragraph: Η ΕΙΣΟΔΟΣ για το κοινό και στους δύο αγώνες θα είναι ελεύθερη, δεδομένου ότι τα έξοδα μετακίνησης και παραμονής των ΑΧΕΠΑΝΣ έχει αναλάβει η Εμπορική Τράπεζα. — [1188, 1986, 1375, 2053]
paragraph: Στις φυλακές της Αγιάς ο Ρούσσος Κουνδουρος έδειξε το μεγαλείο της ψυχής του. Μπροστά στους Γερμανούς δεσμοφύλακες κράτησε στάση αξιοπρεπή και υπερήφανη. — [820, 450, 992, 549]
article-column — [1188, 701, 1375, 998]
paragraph: Ο σύζυγος, τα παιδιά, τα εγγόνια, οι λοιποί συγγενείς. — [130, 1889, 379, 1901]
memorial-family — [113, 228, 414, 296]
paragraph: Από τον νικητή ξεχώρισαν οι Λάμπρου, Φασουλάκης και Ιωσηφίδης ενώ από τον ηττημένο οι Δετοράκης, Χέλμης και Κουλούρας. — [1188, 511, 1375, 566]
memorial-family — [472, 1833, 784, 1920]
ekek-ad — [820, 1557, 1177, 1679]
heading-line: ΛΕΙΤΟΥΡΓΕΙ ΤΟ — [820, 709, 912, 724]
banner-letter: Η — [1374, 97, 1414, 140]
article-column — [1188, 1071, 1375, 1209]
ad-text: Τμήματα παραδοσιακής Μουσικής (λύρα, λαούτο). Τμήματα Μουσικής προπαιδείας (σύστημα ORFF - φλογέρα). Χορωδία - Ορχήστρα και όλα τα θεωρητικά μαθήματα. — [836, 1473, 1159, 1509]
memorial-notice — [89, 1188, 438, 1592]
memorial-family — [113, 1887, 414, 1919]
heading-line: ΑΣΤΥΝΟΜΙΚΩΝ — [493, 1344, 577, 1357]
byline: Του Νίκου Ι. Χουρδάκη Δικηγόρου — [881, 167, 1116, 184]
article-column — [448, 1026, 622, 1326]
article-column — [1188, 1833, 1375, 2054]
ad-code: 1—25 — [1139, 1295, 1166, 1307]
ad-text: ΜΑΘΗΜΑΤΑ από 15ης Σεπτεμβρίου. — [836, 1422, 997, 1434]
heading-line: ΣΤΗΝ ΘΕΣΣΑΛΟΝΙΚΗ — [1224, 1420, 1337, 1432]
paragraph: ΤΗΝ Τετάρτη ο Ερασιτέχνης ΟΦΗ θα δώσει φιλικό αγώνα με τον ΑΟΑΝ στον Άγιο Νικόλαο. — [1387, 1581, 1574, 1620]
